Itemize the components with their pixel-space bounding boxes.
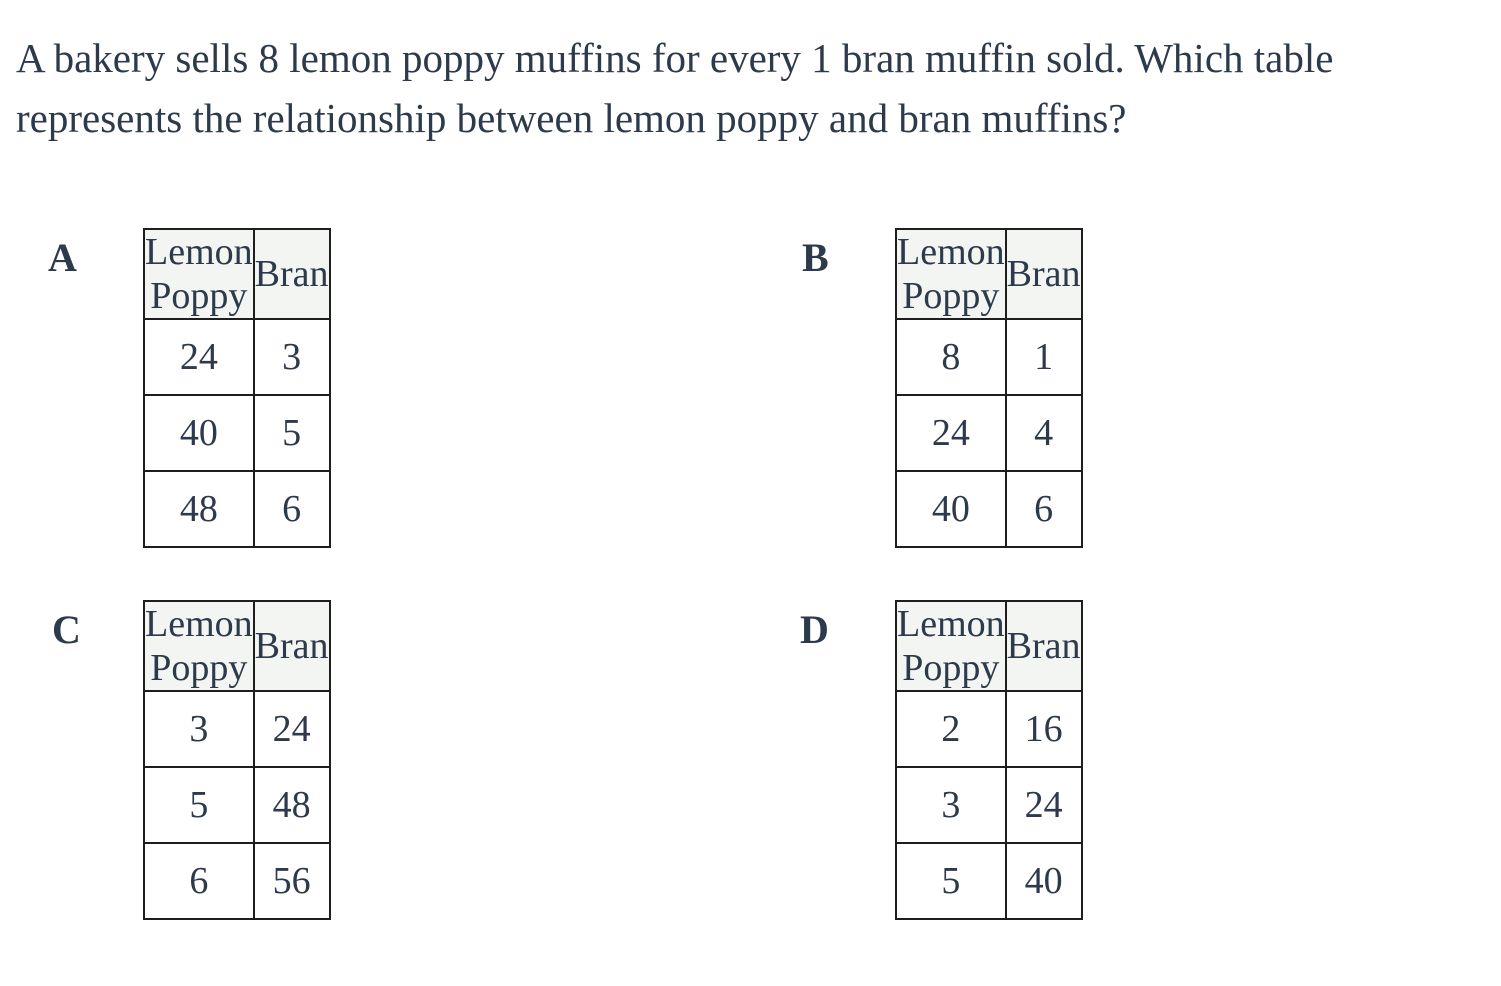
table-cell: 1: [1006, 319, 1082, 395]
table-row: [896, 691, 1082, 767]
table-header-row: [896, 601, 1082, 691]
table-cell: 40: [896, 471, 1006, 547]
column-header-lemon-poppy: Lemon Poppy: [145, 231, 253, 317]
table-cell: 5: [896, 843, 1006, 919]
table-cell: 3: [896, 767, 1006, 843]
table-row: [896, 319, 1082, 395]
table-header-row: [144, 601, 330, 691]
table-header-row: [896, 229, 1082, 319]
table-row: [896, 843, 1082, 919]
ratio-table: [895, 600, 1083, 920]
table-cell: 16: [1006, 691, 1082, 767]
table-row: [144, 691, 330, 767]
column-header-bran: Bran: [254, 601, 330, 691]
ratio-table: [895, 228, 1083, 548]
column-header-bran: Bran: [1006, 229, 1082, 319]
table-row: [144, 767, 330, 843]
table-cell: 6: [254, 471, 330, 547]
table-cell: 5: [254, 395, 330, 471]
table-cell: 3: [254, 319, 330, 395]
table-row: [144, 395, 330, 471]
option-letter: C: [52, 607, 81, 652]
table-cell: 48: [254, 767, 330, 843]
table-row: [896, 395, 1082, 471]
ratio-table: [143, 228, 331, 548]
table-cell: 40: [1006, 843, 1082, 919]
table-cell: 56: [254, 843, 330, 919]
table-header-row: [144, 229, 330, 319]
option-letter: B: [802, 235, 829, 280]
table-cell: 40: [144, 395, 254, 471]
column-header-lemon-poppy: Lemon Poppy: [897, 603, 1005, 689]
table-cell: 24: [896, 395, 1006, 471]
table-cell: 24: [144, 319, 254, 395]
table-cell: 2: [896, 691, 1006, 767]
column-header-bran: Bran: [1006, 601, 1082, 691]
table-cell: 4: [1006, 395, 1082, 471]
table-cell: 6: [1006, 471, 1082, 547]
table-row: [896, 767, 1082, 843]
column-header-lemon-poppy: Lemon Poppy: [897, 231, 1005, 317]
table-row: [896, 471, 1082, 547]
option-letter: A: [48, 235, 77, 280]
column-header-lemon-poppy: Lemon Poppy: [145, 603, 253, 689]
table-cell: 24: [1006, 767, 1082, 843]
table-row: [144, 843, 330, 919]
table-cell: 3: [144, 691, 254, 767]
question-text: A bakery sells 8 lemon poppy muffins for every 1 bran muffin sold. Which table represents the relationship between lemon poppy and bran muffins?: [16, 35, 1334, 141]
table-row: [144, 319, 330, 395]
table-cell: 6: [144, 843, 254, 919]
option-letter: D: [800, 607, 829, 652]
table-cell: 24: [254, 691, 330, 767]
ratio-table: [143, 600, 331, 920]
column-header-bran: Bran: [254, 229, 330, 319]
table-row: [144, 471, 330, 547]
table-cell: 5: [144, 767, 254, 843]
table-cell: 48: [144, 471, 254, 547]
table-cell: 8: [896, 319, 1006, 395]
